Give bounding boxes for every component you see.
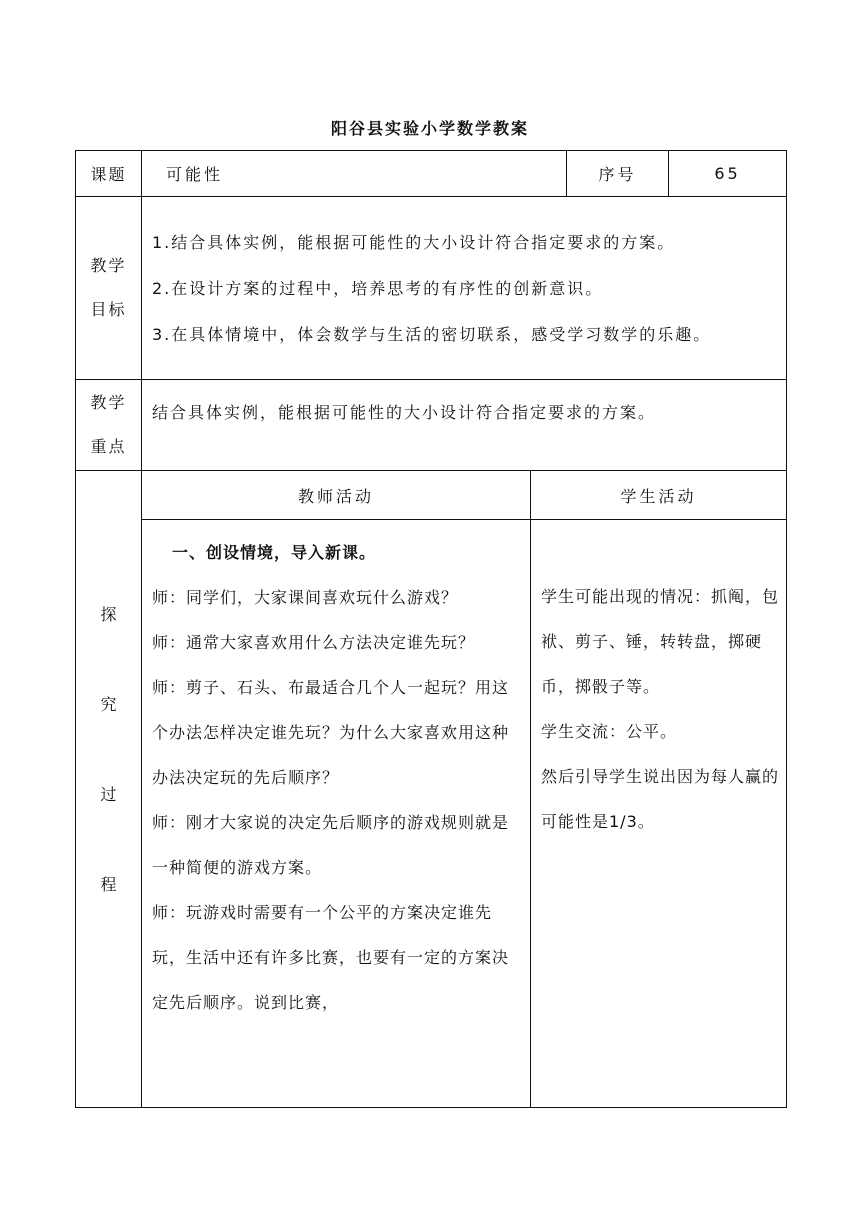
teacher-line: 师：玩游戏时需要有一个公平的方案决定谁先玩，生活中还有许多比赛，也要有一定的方案决定先后顺序。说到比赛， — [152, 903, 510, 1012]
teacher-line: 师：剪子、石头、布最适合几个人一起玩？用这个办法怎样决定谁先玩？为什么大家喜欢用这种办法决定玩的先后顺序？ — [152, 678, 510, 787]
process-label: 探 究 过 程 — [76, 471, 142, 1108]
key-points-label: 教学 重点 — [76, 380, 142, 471]
key-points-content: 结合具体实例，能根据可能性的大小设计符合指定要求的方案。 — [142, 380, 787, 471]
student-line: 然后引导学生说出因为每人赢的可能性是1/3。 — [541, 767, 780, 831]
objective-item: 3.在具体情境中，体会数学与生活的密切联系，感受学习数学的乐趣。 — [152, 325, 712, 344]
process-content-row — [76, 520, 787, 1108]
serial-value: 65 — [669, 151, 787, 197]
objectives-row — [76, 197, 787, 380]
student-line: 学生可能出现的情况：抓阄，包袱、剪子、锤，转转盘，掷硬币，掷骰子等。 — [541, 587, 780, 696]
process-header-row — [76, 471, 787, 520]
teacher-line: 师：同学们，大家课间喜欢玩什么游戏？ — [152, 588, 459, 607]
section-heading: 一、创设情境，导入新课。 — [172, 543, 377, 562]
student-activity-header: 学生活动 — [531, 471, 787, 520]
objective-item: 1.结合具体实例，能根据可能性的大小设计符合指定要求的方案。 — [152, 233, 676, 252]
teacher-activity-header: 教师活动 — [142, 471, 531, 520]
document-title: 阳谷县实验小学数学教案 — [330, 119, 529, 138]
lesson-plan-table — [75, 150, 787, 1108]
teacher-activity-content — [142, 520, 531, 1108]
topic-value: 可能性 — [142, 151, 567, 197]
header-row — [76, 151, 787, 197]
objectives-content — [142, 197, 787, 380]
topic-label: 课题 — [76, 151, 142, 197]
objectives-label: 教学 目标 — [76, 197, 142, 380]
objective-item: 2.在设计方案的过程中，培养思考的有序性的创新意识。 — [152, 279, 604, 298]
student-activity-content — [531, 520, 787, 1108]
teacher-line: 师：刚才大家说的决定先后顺序的游戏规则就是一种简便的游戏方案。 — [152, 813, 510, 877]
serial-label: 序号 — [567, 151, 669, 197]
student-line: 学生交流：公平。 — [541, 722, 678, 741]
key-points-row — [76, 380, 787, 471]
teacher-line: 师：通常大家喜欢用什么方法决定谁先玩？ — [152, 633, 476, 652]
